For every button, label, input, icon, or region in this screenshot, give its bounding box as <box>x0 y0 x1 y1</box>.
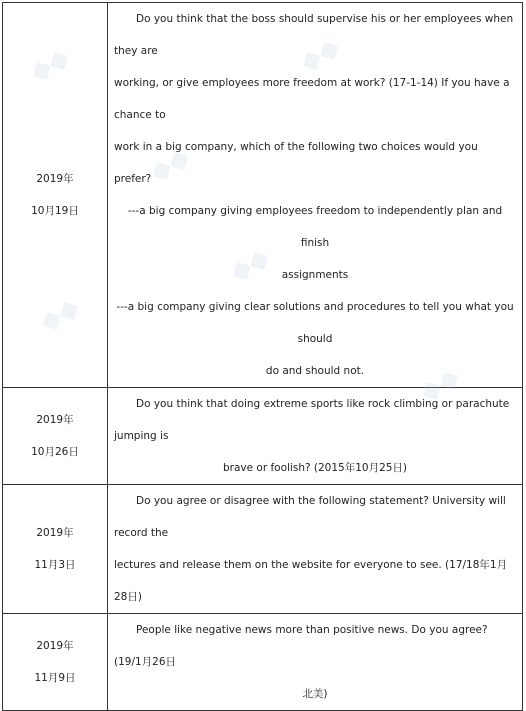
topic-line: brave or foolish? (2015年10月25日) <box>222 462 408 474</box>
watermark-logo-icon: ◆◆ <box>25 42 75 88</box>
table-row <box>3 388 523 485</box>
watermark-logo-icon: ◆◆ <box>35 292 85 338</box>
topic-line: assignments <box>281 269 349 281</box>
date-day: 10月26日 <box>31 446 79 458</box>
topic-line: do and should not. <box>265 365 365 377</box>
table-row <box>3 3 523 388</box>
topic-cell <box>108 614 523 711</box>
date-cell <box>3 388 108 485</box>
topic-line: People like negative news more than positive news. Do you agree? (19/1月26日 <box>114 624 488 668</box>
topic-line: work in a big company, which of the following two choices would you prefer? <box>114 141 478 185</box>
date-year: 2019年 <box>36 640 74 652</box>
topic-line: Do you think that the boss should supervise his or her employees when they are <box>114 13 514 57</box>
date-cell <box>3 485 108 614</box>
date-day: 10月19日 <box>31 205 79 217</box>
topic-line: lectures and release them on the website for everyone to see. (17/18年1月28日) <box>114 559 508 603</box>
date-year: 2019年 <box>36 414 74 426</box>
topic-line: ---a big company giving employees freedom to independently plan and finish <box>127 205 503 249</box>
date-year: 2019年 <box>36 173 74 185</box>
topic-cell <box>108 3 523 388</box>
watermark-logo-icon: ◆◆ <box>145 142 195 188</box>
date-day: 11月9日 <box>34 672 76 684</box>
date-cell <box>3 614 108 711</box>
topic-line: ---a big company giving clear solutions and procedures to tell you what you should <box>116 301 514 345</box>
date-year: 2019年 <box>36 527 74 539</box>
topic-line: working, or give employees more freedom at work? (17-1-14) If you have a chance to <box>114 77 510 121</box>
topic-line: Do you think that doing extreme sports like rock climbing or parachute jumping is <box>114 398 510 442</box>
topic-cell <box>108 388 523 485</box>
date-cell <box>3 3 108 388</box>
watermark-logo-icon: ◆◆ <box>225 242 275 288</box>
topic-line: 北美) <box>302 688 328 700</box>
topic-cell <box>108 485 523 614</box>
watermark-logo-icon: ◆◆ <box>415 362 465 408</box>
date-day: 11月3日 <box>34 559 76 571</box>
table-row <box>3 614 523 711</box>
writing-topics-table <box>2 2 523 711</box>
topic-line: Do you agree or disagree with the following statement? University will record the <box>114 495 506 539</box>
table-row <box>3 485 523 614</box>
watermark-logo-icon: ◆◆ <box>295 32 345 78</box>
